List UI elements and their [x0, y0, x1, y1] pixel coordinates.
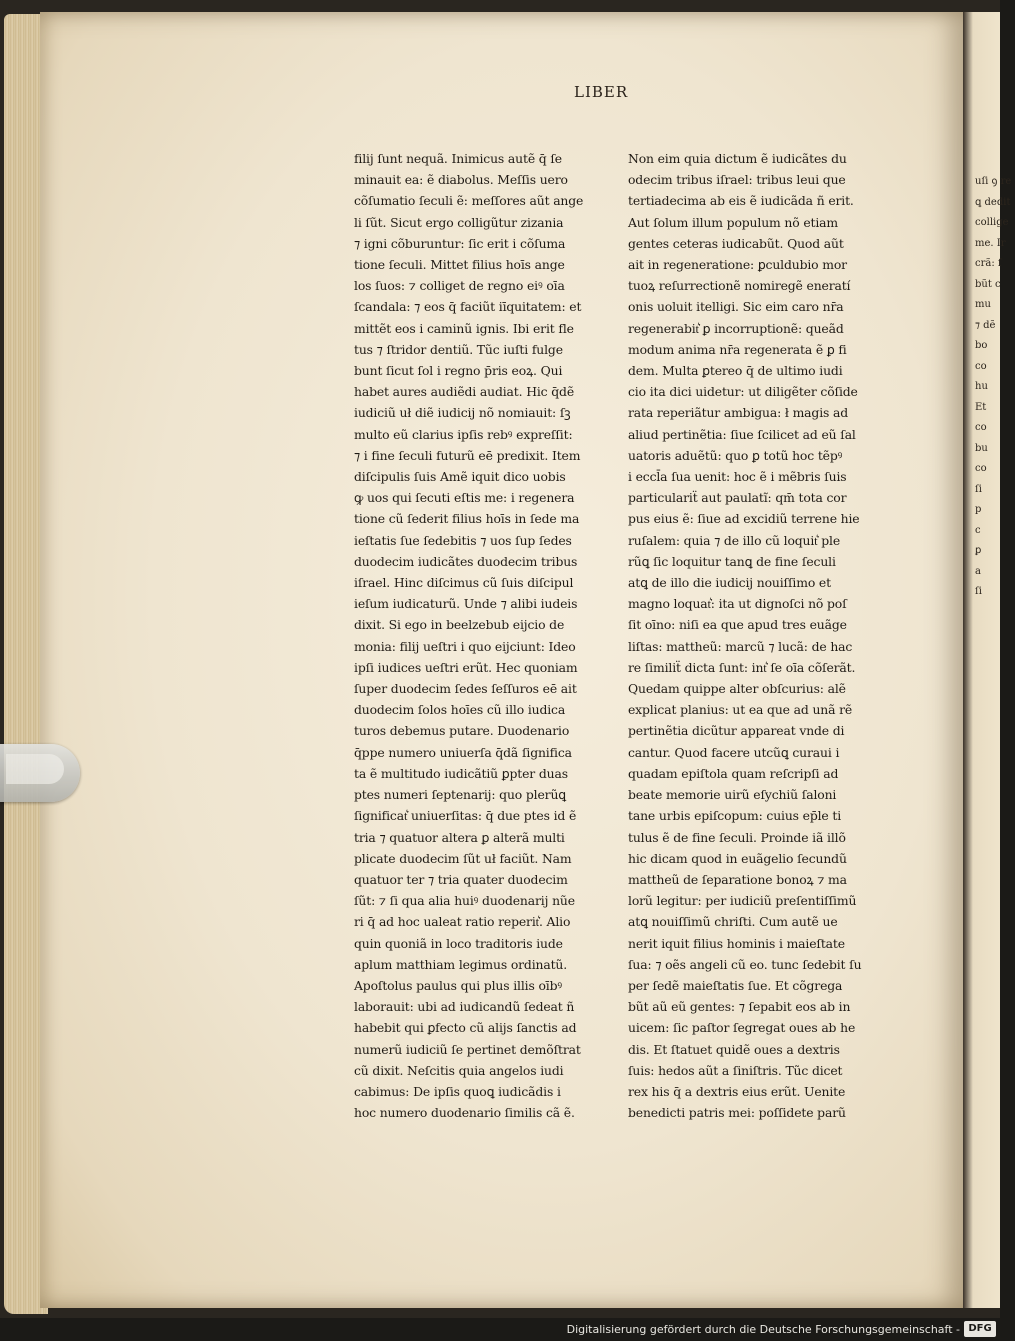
facing-text-line: ⁊ dẽ [975, 319, 996, 331]
facing-text-line: bo [975, 340, 988, 351]
text-line: per ſedẽ maieſtatis ſue. Et cõgrega [628, 977, 843, 993]
facing-text-line: me. Ir [975, 237, 1006, 249]
text-line: ſuis: hedos aũt a ſiniſtris. Tũc dicet [628, 1062, 843, 1078]
text-line: ſit oīno: niſi ea que apud tres euãge [628, 617, 847, 633]
text-line: rex his q̄ a dextris eius erũt. Uenite [628, 1083, 846, 1099]
text-line: habebit qui ꝑfecto cũ alijs ſanctis ad [354, 1020, 577, 1036]
text-line: hoc numero duodenario ſimilis cã ẽ. [354, 1105, 575, 1121]
text-line: particulariẗ aut paulatĩ: qm̄ tota cor [628, 490, 847, 506]
text-line: tertiadecima ab eis ẽ iudicãda ñ erit. [628, 193, 854, 209]
text-line: onis uoluit itelligi. Sic eim caro nr̄a [628, 299, 844, 315]
text-line: multo eũ clarius ipſis rebꝰ expreſſit: [354, 426, 573, 442]
running-head: LIBER [574, 83, 629, 101]
text-line: tus ⁊ ſtridor dentiũ. Tũc iuſti fulge [354, 341, 563, 357]
text-column-right [628, 148, 860, 1123]
facing-text-line: mu [975, 299, 991, 310]
text-line: rũꝗ ſic loquitur tanꝗ de fine ſeculi [628, 553, 836, 569]
text-line: quin quoniã in loco traditoris iude [354, 935, 563, 951]
text-line: Apoſtolus paulus qui plus illis oībꝰ [354, 977, 562, 993]
text-line: minauit ea: ẽ diabolus. Meſſis uero [354, 172, 568, 188]
text-line: bũt aũ eũ gentes: ⁊ ſepabit eos ab in [628, 999, 851, 1015]
facing-text-line: Et [975, 401, 987, 413]
text-line: magno loquat͛: ita ut dignoſci nõ poſ [628, 596, 847, 612]
text-line: ꝙ uos qui ſecuti eſtis me: i regenera [354, 490, 575, 506]
text-line: ſũt: ⁊ ſi qua alia huiꝰ duodenarij nũe [354, 893, 575, 909]
text-line: cũ dixit. Neſcitis quia angelos iudi [354, 1062, 564, 1078]
text-line: q̄ppe numero uniuerſa q̄dã ſignifica [354, 744, 572, 760]
facing-page-text [975, 172, 1015, 603]
text-line: dis. Et ſtatuet quidẽ oues a dextris [628, 1041, 840, 1057]
text-line: los ſuos: ⁊ colliget de regno eiꝰ oīa [354, 278, 565, 294]
text-line: laborauit: ubi ad iudicandũ ſedeat ñ [354, 999, 575, 1015]
facing-text-line: co [975, 360, 987, 372]
text-line: Non eim quia dictum ẽ iudicãtes du [628, 151, 847, 166]
facing-text-line: ſi [975, 586, 982, 597]
text-line: Quedam quippe alter obſcurius: alẽ [628, 681, 846, 697]
text-line: tria ⁊ quatuor altera ꝑ alterã multi [354, 829, 565, 845]
text-line: beate memorie uirũ eſychiũ ſaloni [628, 787, 837, 803]
text-line: pus eius ẽ: ſiue ad excidiũ terrene hie [628, 511, 860, 527]
text-line: ⁊ i fine ſeculi futurũ eē predixit. Item [354, 447, 581, 463]
dfg-logo: DFG [964, 1321, 996, 1337]
facing-text-line: co [975, 463, 987, 474]
text-line: li ſũt. Sicut ergo colligũtur zizania [354, 214, 564, 230]
text-line: re ſimiliẗ dicta ſunt: int͛ ſe oīa cõſerãt. [628, 659, 856, 675]
text-line: regenerabit͛ ꝑ incorruptionẽ: queãd [628, 320, 844, 336]
text-line: aliud pertinẽtia: ſiue ſcilicet ad eũ ſal [628, 426, 856, 442]
text-line: i eccl̄a ſua uenit: hoc ẽ i mẽbris ſuis [628, 469, 847, 485]
facing-text-line: collige [975, 217, 1009, 228]
facing-text-line: a [975, 565, 981, 577]
text-line: ri q̄ ad hoc ualeat ratio reperit͛. Alio [354, 914, 571, 930]
facing-text-line: ſi [975, 483, 982, 495]
text-line: filij ſunt nequã. Inimicus autẽ q̄ ſe [354, 151, 562, 166]
footer-bar [0, 1318, 1000, 1341]
text-line: cio ita dici uidetur: ut diligẽter cõſide [628, 384, 858, 400]
text-line: ſignificat͛ uniuerſitas: q̄ due ptes id ẽ [354, 808, 577, 824]
text-line: gentes ceteras iudicabũt. Quod aũt [628, 235, 844, 251]
text-line: quadam epiſtola quam reſcripſi ad [628, 765, 839, 781]
text-line: ruſalem: quia ⁊ de illo cũ loquit͛ ple [628, 532, 841, 548]
facing-text-line: crã: ſ [975, 258, 1002, 269]
text-column-left [354, 148, 584, 1123]
text-line: liſtas: mattheũ: marcũ ⁊ lucã: de hac [628, 638, 853, 654]
text-line: habet aures audiẽdi audiat. Hic q̄dẽ [354, 384, 574, 400]
text-line: plicate duodecim ſũt uł faciũt. Nam [354, 850, 572, 866]
text-line: atꝗ de illo die iudicij nouiſſimo et [628, 575, 831, 591]
text-line: turos debemus putare. Duodenario [354, 723, 570, 739]
text-line: mattheũ de ſeparatione bonoꝝ ⁊ ma [628, 871, 847, 887]
text-line: cabimus: De ipſis quoꝗ iudicãdis i [354, 1083, 561, 1099]
text-line: quatuor ter ⁊ tria quater duodecim [354, 871, 568, 887]
text-line: tione cũ ſederit filius hoīs in ſede ma [354, 511, 580, 527]
text-line: explicat planius: ut ea que ad unã rẽ [628, 702, 853, 718]
text-line: modum anima nr̄a regenerata ẽ ꝑ fi [628, 341, 847, 357]
text-line: tione ſeculi. Mittet filius hoīs ange [354, 257, 565, 273]
text-line: atꝗ nouiſſimũ chriſti. Cum autẽ ue [628, 914, 838, 930]
text-line: lorũ legitur: per iudiciũ preſentiſſimũ [628, 893, 857, 909]
text-line: cõſumatio ſeculi ẽ: meſſores aũt ange [354, 193, 584, 209]
text-line: iudiciũ uł diẽ iudicij nõ nomiauit: ſꝫ [354, 405, 571, 421]
facing-text-line: co [975, 422, 987, 433]
text-line: aplum matthiam legimus ordinatũ. [354, 956, 568, 972]
facing-text-line: p [975, 504, 982, 515]
text-line: duodecim iudicãtes duodecim tribus [354, 553, 578, 569]
text-line: Aut ſolum illum populum nõ etiam [628, 214, 839, 230]
text-line: tane urbis epiſcopum: cuius ep̄le ti [628, 808, 842, 824]
text-line: uicem: ſic paſtor ſegregat oues ab he [628, 1020, 856, 1036]
text-line: pertinẽtia dicũtur appareat vnde di [628, 723, 845, 739]
text-line: ait in regeneratione: ꝑculdubio mor [628, 257, 847, 273]
facing-text-line: bũt c [975, 278, 1001, 290]
text-line: ieſum iudicaturũ. Unde ⁊ alibi iudeis [354, 596, 578, 612]
text-line: bunt ſicut ſol i regno p̄ris eoꝝ. Qui [354, 363, 563, 379]
text-line: tulus ẽ de fine ſeculi. Proinde iã illõ [628, 829, 846, 845]
text-line: ſuper duodecim ſedes ſeſſuros eē ait [354, 681, 577, 697]
page-clip [0, 744, 80, 802]
text-line: rata reperiãtur ambigua: ł magis ad [628, 405, 849, 421]
text-line: nerit iquit filius hominis i maieſtate [628, 935, 845, 951]
text-line: numerũ iudiciũ ſe pertinet demõſtrat [354, 1041, 581, 1057]
text-line: ſua: ⁊ oẽs angeli cũ eo. tunc ſedebit ſu [628, 956, 862, 972]
text-line: ipſi iudices ueſtri erũt. Hec quoniam [354, 659, 578, 675]
facing-text-line: c [975, 524, 981, 536]
text-line: duodecim ſolos hoīes cũ illo iudica [354, 702, 566, 718]
text-line: ptes numeri ſeptenarij: quo plerũꝗ [354, 787, 566, 803]
text-line: ta ẽ multitudo iudicãtiũ ꝑpter duas [354, 765, 568, 781]
facing-text-line: ꝗ dedit [975, 196, 1011, 208]
text-line: diſcipulis ſuis Amẽ iquit dico uobis [354, 469, 566, 485]
text-line: dixit. Si ego in beelzebub eijcio de [354, 617, 565, 633]
text-line: iſrael. Hinc diſcimus cũ ſuis diſcipul [354, 575, 574, 591]
text-line: ieſtatis ſue ſedebitis ⁊ uos ſup ſedes [354, 532, 572, 548]
facing-text-line: ꝑ [975, 545, 982, 556]
text-line: benedicti patris mei: poſſidete parũ [628, 1105, 846, 1121]
text-line: hic dicam quod in euãgelio ſecundũ [628, 850, 847, 866]
text-line: ſcandala: ⁊ eos q̄ faciũt iīquitatem: et [354, 299, 582, 315]
text-line: tuoꝝ reſurrectionẽ nomiregẽ eneratí [628, 278, 851, 294]
text-line: monia: filij ueſtri i quo eijciunt: Ideo [354, 638, 576, 654]
text-line: cantur. Quod facere utcũꝗ curaui i [628, 744, 840, 760]
footer-credit: Digitalisierung gefördert durch die Deutsche Forschungsgemeinschaft - [566, 1323, 960, 1336]
text-line: dem. Multa ꝑtereo q̄ de ultimo iudi [628, 363, 843, 379]
text-line: mittẽt eos i caminũ ignis. Ibi erit fle [354, 320, 574, 336]
text-line: ⁊ igni cõburuntur: ſic erit i cõſuma [354, 235, 566, 251]
text-line: odecim tribus iſrael: tribus leui que [628, 172, 846, 188]
facing-page [963, 12, 1012, 1308]
facing-text-line: uſi ꝯ re [975, 176, 1012, 187]
text-line: uatoris aduẽtũ: quo ꝑ totũ hoc tẽpꝰ [628, 447, 843, 463]
page-clip-highlight [6, 754, 64, 784]
facing-text-line: hu [975, 381, 988, 392]
facing-text-line: bu [975, 442, 988, 454]
